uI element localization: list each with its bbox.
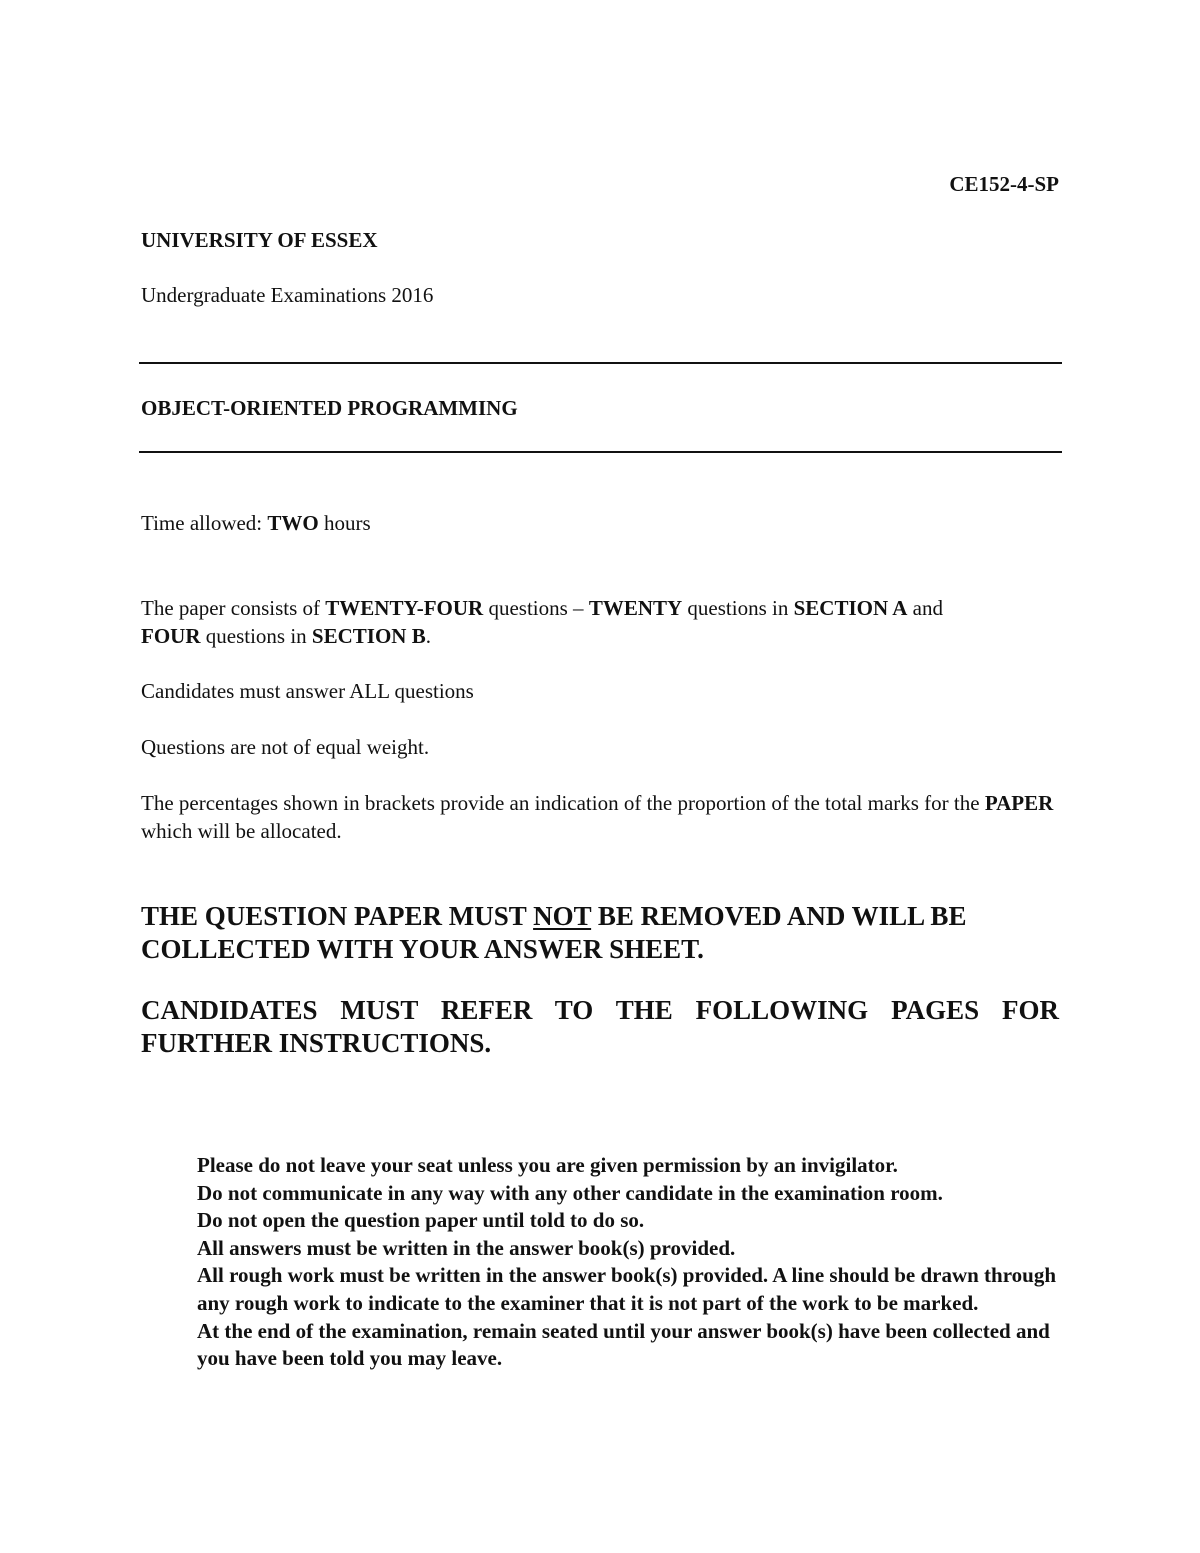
structure-emphasis: FOUR — [141, 624, 201, 648]
percentages-text: which will be allocated. — [141, 819, 342, 843]
removal-notice-text: BE REMOVED AND WILL BE COLLECTED WITH YOUR ANSWER SHEET. — [141, 901, 967, 964]
structure-emphasis: SECTION A — [793, 596, 908, 620]
instruction-item: At the end of the examination, remain seated until your answer book(s) have been collected and you have been told you may leave. — [197, 1318, 1050, 1371]
refer-notice-line: FURTHER INSTRUCTIONS. — [141, 1028, 492, 1058]
refer-notice-line: CANDIDATES MUST REFER TO THE FOLLOWING PAGES FOR — [141, 995, 1059, 1025]
refer-notice — [141, 994, 1059, 1060]
time-allowed-value: TWO — [267, 511, 319, 535]
structure-text: questions in — [682, 596, 794, 620]
removal-notice-text: THE QUESTION PAPER MUST — [141, 901, 534, 931]
removal-notice — [141, 900, 1059, 966]
structure-emphasis: SECTION B — [311, 624, 426, 648]
percentages-text: The percentages shown in brackets provide an indication of the proportion of the total marks for the — [141, 791, 985, 815]
percentages-emphasis: PAPER — [984, 791, 1054, 815]
structure-emphasis: TWENTY-FOUR — [325, 596, 484, 620]
time-allowed — [141, 509, 1061, 537]
bottom-divider — [139, 451, 1062, 453]
time-allowed-suffix: hours — [318, 511, 371, 535]
instruction-item: Do not communicate in any way with any other candidate in the examination room. — [197, 1180, 943, 1205]
time-allowed-label: Time allowed: — [141, 511, 268, 535]
instruction-item: All rough work must be written in the answer book(s) provided. A line should be drawn through any rough work to indicate to the examiner that it is not part of the work to be marked. — [197, 1263, 1057, 1315]
structure-text: . — [425, 624, 431, 648]
structure-text: questions in — [200, 624, 312, 648]
instruction-item: Do not open the question paper until told to do so. — [197, 1208, 645, 1233]
instruction-item: All answers must be written in the answer book(s) provided. — [197, 1235, 736, 1260]
course-title: OBJECT-ORIENTED PROGRAMMING — [141, 396, 518, 420]
percentages-note — [141, 789, 1061, 845]
exam-instructions-list — [197, 1152, 1057, 1373]
paper-structure — [141, 594, 1061, 650]
instruction-item: Please do not leave your seat unless you are given permission by an invigilator. — [197, 1153, 898, 1177]
university-name: UNIVERSITY OF ESSEX — [141, 228, 378, 252]
structure-text: questions – — [483, 596, 589, 620]
structure-text: and — [907, 596, 943, 620]
top-divider — [139, 362, 1062, 364]
answer-all-note: Candidates must answer ALL questions — [141, 679, 474, 703]
paper-code: CE152-4-SP — [949, 172, 1059, 196]
equal-weight-note: Questions are not of equal weight. — [141, 735, 430, 759]
structure-text: The paper consists of — [141, 596, 326, 620]
removal-notice-underlined: NOT — [533, 901, 592, 931]
structure-emphasis: TWENTY — [588, 596, 683, 620]
exam-session: Undergraduate Examinations 2016 — [141, 283, 434, 307]
